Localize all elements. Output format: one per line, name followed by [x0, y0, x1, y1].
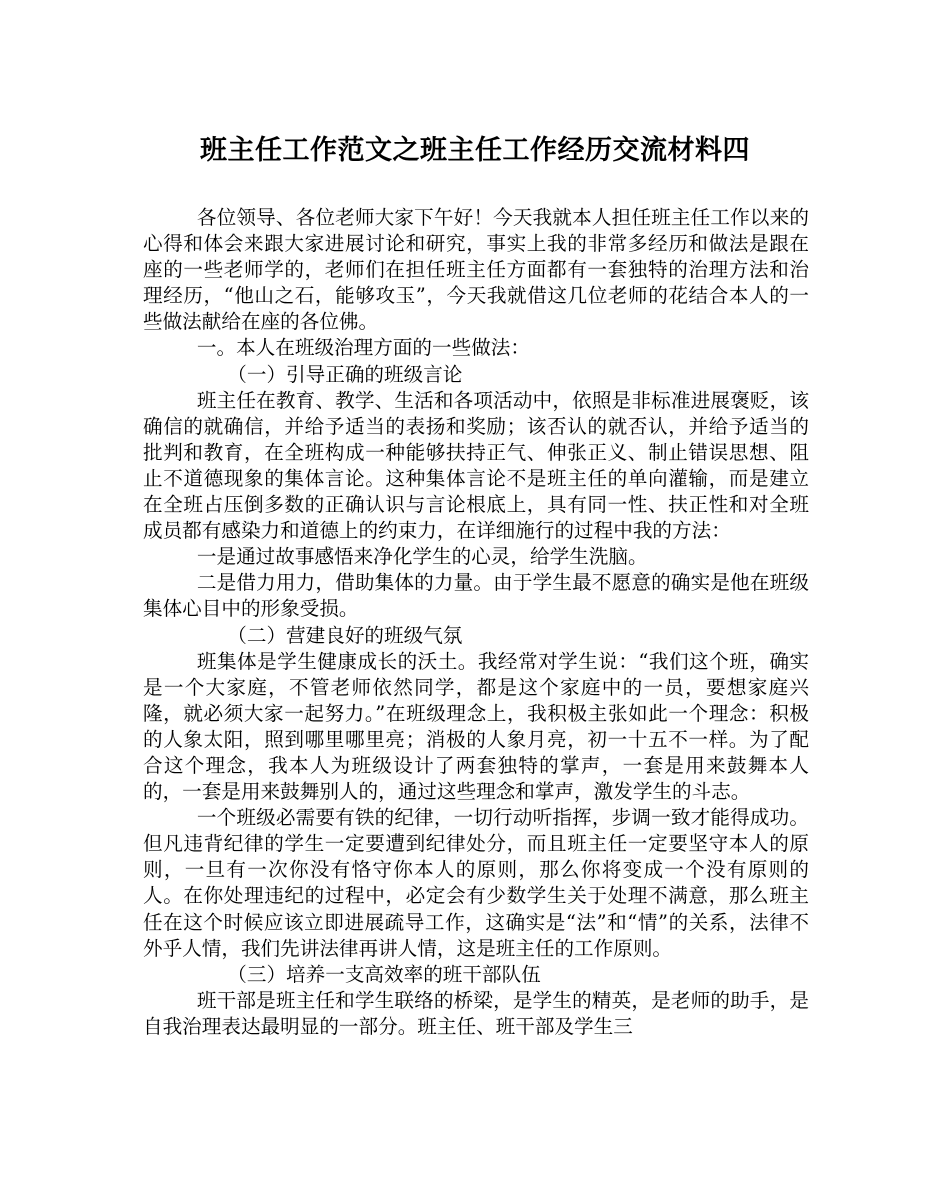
paragraph: 班干部是班主任和学生联络的桥梁，是学生的精英，是老师的助手，是自我治理表达最明显的一部分。班主任、班干部及学生三: [143, 988, 809, 1038]
section-heading: （三）培养一支高效率的班干部队伍: [227, 962, 541, 986]
section-heading: （二）营建良好的班级气氛: [227, 623, 463, 647]
paragraph: 班主任在教育、教学、生活和各项活动中，依照是非标准进展褒贬，该确信的就确信，并给予适当的表扬和奖励；该否认的就否认，并给予适当的批判和教育，在全班构成一种能够扶持正气、伸张正义、制止错误思想、阻止不道德现象的集体言论。这种集体言论不是班主任的单向灌输，而是建立在全班占压倒多数的正确认识与言论根底上，具有同一性、扶正性和对全班成员都有感染力和道德上的约束力，在详细施行的过程中我的方法：: [143, 388, 809, 543]
paragraph: 班集体是学生健康成长的沃土。我经常对学生说：“我们这个班，确实是一个大家庭，不管老师依然同学，都是这个家庭中的一员，要想家庭兴隆，就必须大家一起努力。”在班级理念上，我积极主张如此一个理念：积极的人象太阳，照到哪里哪里亮；消极的人象月亮，初一十五不一样。为了配合这个理念，我本人为班级设计了两套独特的掌声，一套是用来鼓舞本人的，一套是用来鼓舞别人的，通过这些理念和掌声，激发学生的斗志。: [143, 649, 809, 804]
paragraph: 二是借力用力，借助集体的力量。由于学生最不愿意的确实是他在班级集体心目中的形象受损。: [143, 571, 809, 621]
paragraph: 各位领导、各位老师大家下午好！今天我就本人担任班主任工作以来的心得和体会来跟大家进展讨论和研究，事实上我的非常多经历和做法是跟在座的一些老师学的，老师们在担任班主任方面都有一套独特的治理方法和治理经历，“他山之石，能够攻玉”，今天我就借这几位老师的花结合本人的一些做法献给在座的各位佛。: [143, 206, 809, 334]
document-body: [143, 205, 809, 1040]
document-title: 班主任工作范文之班主任工作经历交流材料四: [200, 135, 750, 166]
section-heading: （一）引导正确的班级言论: [227, 362, 463, 386]
paragraph: 一个班级必需要有铁的纪律，一切行动听指挥，步调一致才能得成功。但凡违背纪律的学生一定要遭到纪律处分，而且班主任一定要坚守本人的原则，一旦有一次你没有恪守你本人的原则，那么你将变成一个没有原则的人。在你处理违纪的过程中，必定会有少数学生关于处理不满意，那么班主任在这个时候应该立即进展疏导工作，这确实是“法”和“情”的关系，法律不外乎人情，我们先讲法律再讲人情，这是班主任的工作原则。: [143, 806, 809, 960]
paragraph: 一。本人在班级治理方面的一些做法：: [196, 336, 530, 360]
paragraph: 一是通过故事感悟来净化学生的心灵，给学生洗脑。: [196, 545, 648, 569]
